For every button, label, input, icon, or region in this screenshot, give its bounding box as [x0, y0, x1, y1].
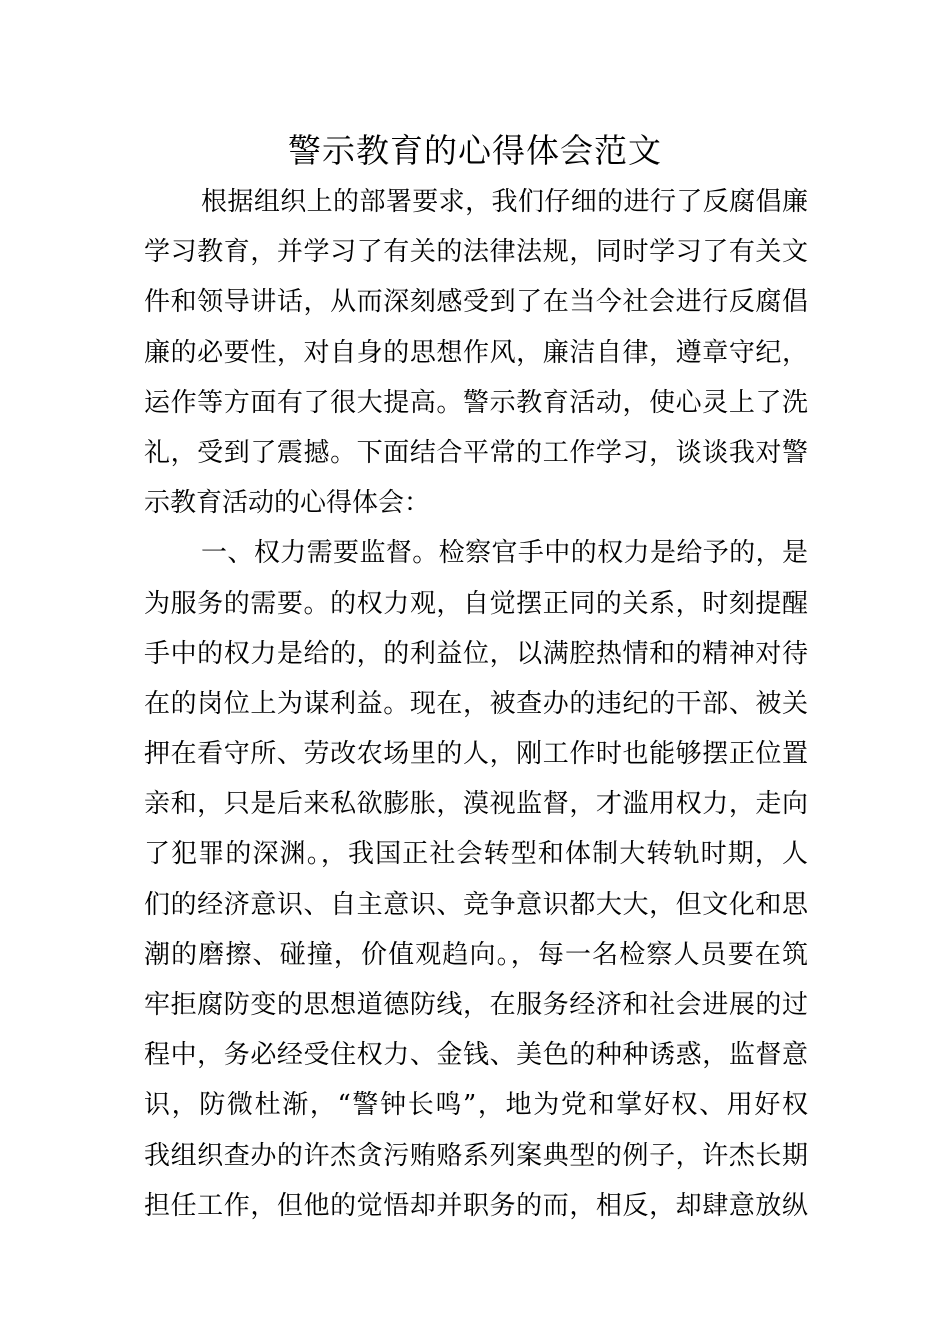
paragraph-2-line-7: 了犯罪的深渊。，我国正社会转型和体制大转轨时期，人 — [144, 839, 808, 870]
paragraph-2-line-8: 们的经济意识、自主意识、竞争意识都大大，但文化和思 — [144, 889, 808, 920]
paragraph-1-line-1: 根据组织上的部署要求，我们仔细的进行了反腐倡廉 — [201, 187, 808, 217]
paragraph-1-line-3: 件和领导讲话，从而深刻感受到了在当今社会进行反腐倡 — [144, 287, 808, 318]
paragraph-2-line-2: 为服务的需要。的权力观，自觉摆正同的关系，时刻提醒 — [144, 588, 808, 619]
paragraph-2-line-3: 手中的权力是给的，的利益位，以满腔热情和的精神对待 — [144, 638, 808, 669]
paragraph-2-line-12: 识，防微杜渐，“警钟长鸣”，地为党和掌好权、用好权 — [144, 1090, 808, 1121]
paragraph-1-line-7: 示教育活动的心得体会： — [144, 488, 431, 519]
paragraph-2-line-6: 亲和，只是后来私欲膨胀，漠视监督，才滥用权力，走向 — [144, 789, 808, 820]
paragraph-2-line-4: 在的岗位上为谋利益。现在，被查办的违纪的干部、被关 — [144, 688, 808, 719]
paragraph-1-line-5: 运作等方面有了很大提高。警示教育活动，使心灵上了洗 — [144, 387, 808, 418]
document-title: 警示教育的心得体会范文 — [288, 131, 662, 170]
paragraph-1-line-6: 礼，受到了震撼。下面结合平常的工作学习，谈谈我对警 — [144, 437, 808, 468]
paragraph-2-line-13: 我组织查办的许杰贪污贿赂系列案典型的例子，许杰长期 — [144, 1140, 808, 1171]
paragraph-2-line-5: 押在看守所、劳改农场里的人，刚工作时也能够摆正位置 — [144, 739, 808, 770]
paragraph-2-line-1: 一、权力需要监督。检察官手中的权力是给予的，是 — [201, 538, 808, 569]
document-body — [144, 177, 808, 1231]
paragraph-1-line-4: 廉的必要性，对自身的思想作风，廉洁自律，遵章守纪， — [144, 337, 808, 368]
paragraph-1-line-2: 学习教育，并学习了有关的法律法规，同时学习了有关文 — [144, 237, 808, 268]
paragraph-2-line-9: 潮的磨擦、碰撞，价值观趋向。，每一名检察人员要在筑 — [144, 939, 808, 970]
paragraph-2-line-14: 担任工作，但他的觉悟却并职务的而，相反，却肆意放纵 — [144, 1190, 808, 1221]
paragraph-2-line-10: 牢拒腐防变的思想道德防线，在服务经济和社会进展的过 — [144, 990, 808, 1020]
paragraph-2-line-11: 程中，务必经受住权力、金钱、美色的种种诱惑，监督意 — [144, 1040, 808, 1071]
